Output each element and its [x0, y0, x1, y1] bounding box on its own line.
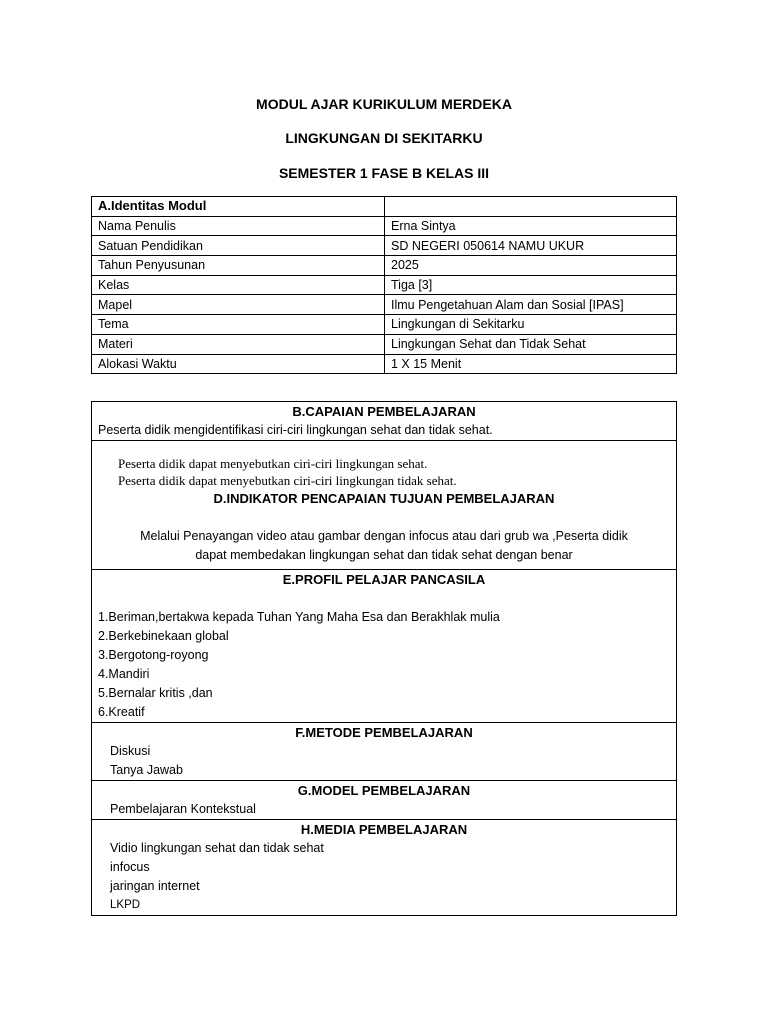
identitas-modul-table [91, 196, 677, 374]
table-row [92, 236, 677, 256]
media-section [92, 820, 677, 916]
indikator-text-line1: Melalui Penayangan video atau gambar dengan infocus atau dari grub wa ,Peserta didik [140, 529, 628, 543]
row-label: Alokasi Waktu [92, 354, 385, 374]
document-title: MODUL AJAR KURIKULUM MERDEKA [256, 96, 512, 112]
indikator-text-line2: dapat membedakan lingkungan sehat dan tidak sehat dengan benar [195, 548, 573, 562]
profil-section [92, 570, 677, 723]
profil-header: E.PROFIL PELAJAR PANCASILA [282, 572, 486, 587]
media-header: H.MEDIA PEMBELAJARAN [300, 822, 468, 837]
identitas-header-empty [385, 197, 677, 217]
media-item: LKPD [110, 899, 141, 911]
table-row [92, 334, 677, 354]
row-label: Mapel [92, 295, 385, 315]
table-row [92, 197, 677, 217]
row-label: Materi [92, 334, 385, 354]
capaian-section [92, 402, 677, 441]
row-value: 2025 [385, 256, 677, 276]
profil-item: 6.Kreatif [98, 705, 145, 719]
model-header: G.MODEL PEMBELAJARAN [297, 783, 471, 798]
capaian-header: B.CAPAIAN PEMBELAJARAN [292, 404, 476, 419]
profil-item: 4.Mandiri [98, 667, 150, 681]
profil-item: 1.Beriman,bertakwa kepada Tuhan Yang Maha Esa dan Berakhlak mulia [98, 610, 500, 624]
profil-item: 2.Berkebinekaan global [98, 629, 229, 643]
media-item: jaringan internet [110, 879, 200, 893]
row-label: Satuan Pendidikan [92, 236, 385, 256]
table-row [92, 354, 677, 374]
document-subtitle-semester: SEMESTER 1 FASE B KELAS III [278, 165, 490, 181]
table-row [92, 295, 677, 315]
indikator-header: D.INDIKATOR PENCAPAIAN TUJUAN PEMBELAJARAN [213, 491, 555, 506]
metode-item: Diskusi [110, 744, 151, 758]
metode-section [92, 723, 677, 781]
tujuan-indikator-section [92, 441, 677, 570]
row-value: Lingkungan di Sekitarku [385, 315, 677, 335]
metode-header: F.METODE PEMBELAJARAN [295, 725, 473, 740]
row-value: SD NEGERI 050614 NAMU UKUR [385, 236, 677, 256]
table-row [92, 216, 677, 236]
media-item: Vidio lingkungan sehat dan tidak sehat [110, 841, 324, 855]
pembelajaran-table [91, 401, 677, 916]
row-label: Tema [92, 315, 385, 335]
table-row [92, 315, 677, 335]
profil-item: 5.Bernalar kritis ,dan [98, 686, 213, 700]
table-row [92, 256, 677, 276]
identitas-header: A.Identitas Modul [92, 197, 385, 217]
profil-item: 3.Bergotong-royong [98, 648, 209, 662]
tujuan-item: Peserta didik dapat menyebutkan ciri-ciri lingkungan tidak sehat. [118, 473, 457, 488]
row-value: Tiga [3] [385, 275, 677, 295]
model-section [92, 781, 677, 820]
table-row [92, 275, 677, 295]
row-value: Erna Sintya [385, 216, 677, 236]
row-label: Nama Penulis [92, 216, 385, 236]
row-value: Lingkungan Sehat dan Tidak Sehat [385, 334, 677, 354]
media-item: infocus [110, 860, 150, 874]
row-label: Tahun Penyusunan [92, 256, 385, 276]
metode-item: Tanya Jawab [110, 763, 183, 777]
row-value: Ilmu Pengetahuan Alam dan Sosial [IPAS] [385, 295, 677, 315]
row-value: 1 X 15 Menit [385, 354, 677, 374]
model-item: Pembelajaran Kontekstual [110, 802, 256, 816]
tujuan-item: Peserta didik dapat menyebutkan ciri-ciri lingkungan sehat. [118, 456, 428, 471]
capaian-text: Peserta didik mengidentifikasi ciri-ciri lingkungan sehat dan tidak sehat. [98, 423, 493, 437]
document-subtitle-theme: LINGKUNGAN DI SEKITARKU [285, 130, 483, 146]
row-label: Kelas [92, 275, 385, 295]
